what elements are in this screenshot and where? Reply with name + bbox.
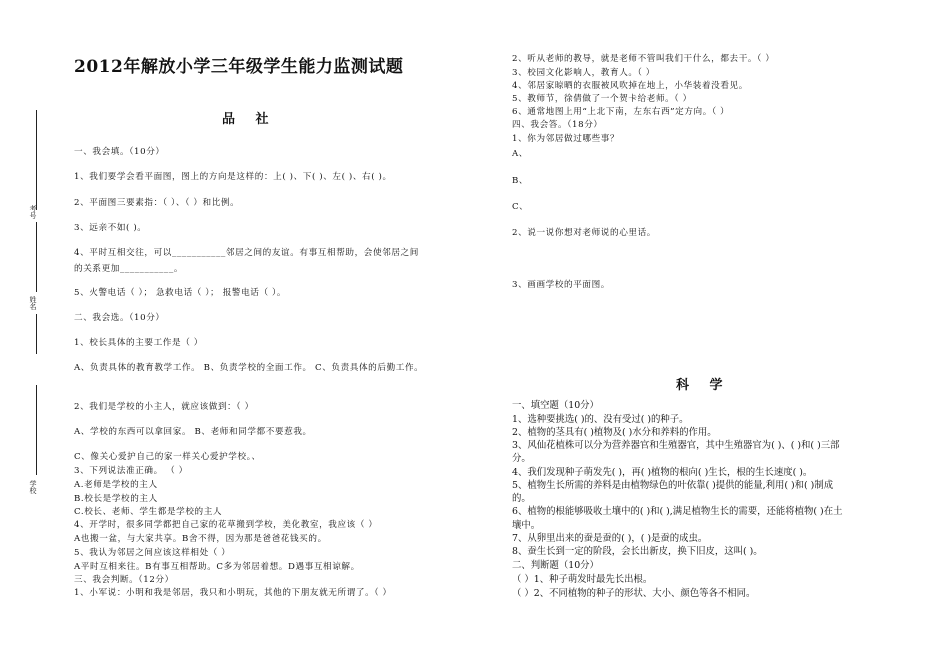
science-line: 8、蚕生长到一定的阶段，会长出新皮，换下旧皮，这叫( )。 xyxy=(512,546,763,557)
question-line: 三、我会判断。（12分） xyxy=(74,575,174,585)
question-line: 1、校长具体的主要工作是（ ） xyxy=(74,338,203,348)
section-heading-pinshe: 品 社 xyxy=(222,112,277,127)
binding-line xyxy=(36,385,37,475)
answer-label: A、 xyxy=(512,149,528,159)
question-line: C.校长、老师、学生都是学校的主人 xyxy=(74,507,223,517)
question-line: 5、火警电话（ ）； 急救电话（ ）； 报警电话（ ）。 xyxy=(74,288,287,298)
question-line: A、学校的东西可以拿回家。 B、老师和同学都不要惹我。 xyxy=(74,427,312,437)
question-line: 3、远亲不如( )。 xyxy=(74,223,147,233)
question-line: 3、画画学校的平面图。 xyxy=(512,280,611,290)
question-line: B.校长是学校的主人 xyxy=(74,494,158,504)
school-label: 学校 xyxy=(29,480,37,494)
question-line: 2、听从老师的教导，就是老师不管叫我们干什么，都去干。（ ） xyxy=(512,54,775,64)
binding-line xyxy=(36,314,37,354)
question-line: 1、你为邻居做过哪些事？ xyxy=(512,134,620,144)
page-title: 2012年解放小学三年级学生能力监测试题 xyxy=(74,57,404,77)
question-line: 一、我会填。（10分） xyxy=(74,147,165,157)
question-line: 4、平时互相交往，可以___________邻居之间的友谊。有事互相帮助，会使邻居之间 xyxy=(74,248,419,258)
science-line: （ ）1、种子萌发时最先长出根。 xyxy=(512,574,653,585)
question-line: 二、我会选。（10分） xyxy=(74,313,165,323)
binding-line xyxy=(36,110,37,210)
question-line: 6、通常地图上用“上北下南，左东右西”定方向。（ ） xyxy=(512,107,730,117)
science-line: （ ）2、不同植物的种子的形状、大小、颜色等各不相同。 xyxy=(512,588,756,599)
binding-line xyxy=(36,222,37,292)
answer-label: C、 xyxy=(512,202,529,212)
question-line: A也搬一盆，与大家共享。B舍不得，因为那是爸爸花钱买的。 xyxy=(74,534,327,544)
question-line: 5、教师节，徐倩做了一个贺卡给老师。（ ） xyxy=(512,94,692,104)
answer-label: B、 xyxy=(512,176,529,186)
question-line: 5、我认为邻居之间应该这样相处（ ） xyxy=(74,548,231,558)
science-line: 3、风仙花植株可以分为营养器官和生殖器官，其中生殖器官为( )、( )和( )三部 xyxy=(512,440,840,451)
science-line: 7、从卵里出来的蚕是蚕的( )，( )是蚕的成虫。 xyxy=(512,533,708,544)
science-line: 二、判断题（10分） xyxy=(512,560,599,571)
question-line: 2、说一说你想对老师说的心里话。 xyxy=(512,228,656,238)
question-line: 4、开学时，很多同学都把自己家的花草搬到学校，美化教室，我应该（ ） xyxy=(74,520,378,530)
question-line: 2、平面图三要素指：（ ）、（ ）和比例。 xyxy=(74,198,240,208)
question-line: A.老师是学校的主人 xyxy=(74,480,158,490)
science-line: 4、我们发现种子萌发先( )，再( )植物的根向( )生长，根的生长速度( )。 xyxy=(512,467,813,478)
science-line: 5、植物生长所需的养料是由植物绿色的叶依靠( )提供的能量,利用( )和( )制成 xyxy=(512,480,834,491)
question-line: A平时互相来往。B有事互相帮助。C多为邻居着想。D遇事互相谅解。 xyxy=(74,562,360,572)
science-line: 分。 xyxy=(512,453,531,464)
question-line: C、像关心爱护自己的家一样关心爱护学校。、 xyxy=(74,452,261,462)
science-line: 2、植物的茎具有( )植物及( )水分和养料的作用。 xyxy=(512,427,717,438)
question-line: 3、下列说法准正确。 （ ） xyxy=(74,466,188,476)
question-line: A、负责具体的教育教学工作。 B、负责学校的全面工作。 C、负责具体的后勤工作。 xyxy=(74,363,424,373)
question-line: 2、我们是学校的小主人，就应该做到：（ ） xyxy=(74,402,254,412)
question-line: 的关系更加___________。 xyxy=(74,264,184,274)
question-line: 3、校园文化影响人，教育人。（ ） xyxy=(512,68,656,78)
name-label: 姓名 xyxy=(29,296,37,310)
science-line: 一、填空题（10分） xyxy=(512,400,599,411)
exam-number-label: 考号 xyxy=(29,205,37,219)
question-line: 1、我们要学会看平面图，图上的方向是这样的：上( )、下( )、左( )、右( )。 xyxy=(74,172,392,182)
science-line: 壤中。 xyxy=(512,520,541,531)
section-heading-kexue: 科 学 xyxy=(676,378,731,393)
question-line: 四、我会答。（18分） xyxy=(512,120,603,130)
question-line: 1、小军说：小明和我是邻居，我只和小明玩，其他的下朋友就无所谓了。（ ） xyxy=(74,588,392,598)
science-line: 的。 xyxy=(512,493,531,504)
science-line: 1、选种要挑选( )的、没有受过( )的种子。 xyxy=(512,414,689,425)
science-line: 6、植物的根能够吸收土壤中的( )和( ),满足植物生长的需要，还能将植物( )在土 xyxy=(512,506,843,517)
question-line: 4、邻居家晾晒的衣服被风吹掉在地上，小华装着没看见。 xyxy=(512,81,748,91)
